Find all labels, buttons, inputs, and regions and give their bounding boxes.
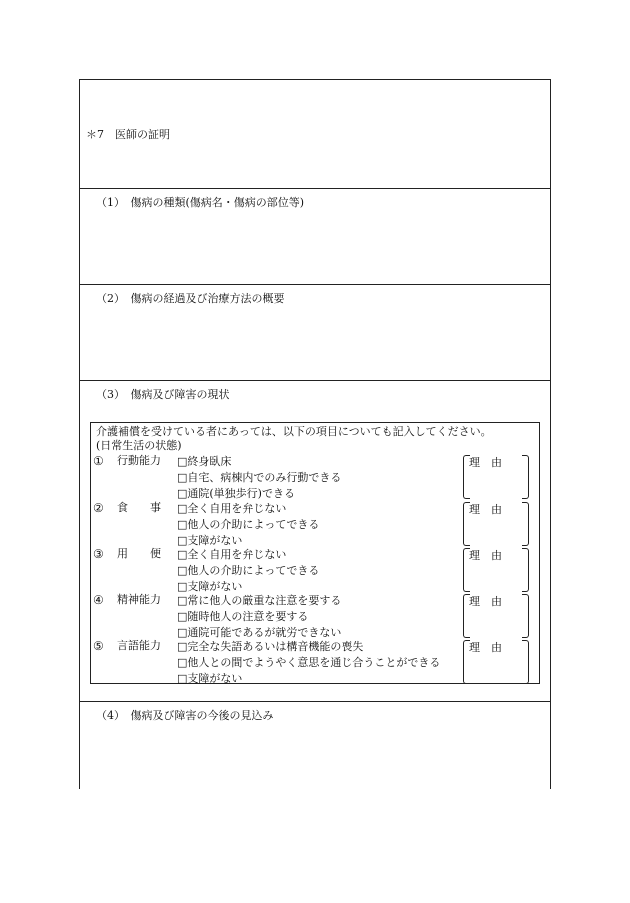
option-checkbox[interactable]: □通院(単独歩行)できる [177,487,295,500]
reason-label: 理 由 [469,549,502,562]
section7-title: ＊7 医師の証明 [86,128,170,141]
reason-field[interactable] [463,455,529,497]
option-checkbox[interactable]: □完全な失語あるいは構音機能の喪失 [177,640,364,653]
item-category: 言語能力 [117,639,161,652]
reason-field[interactable] [463,594,529,636]
reason-field[interactable] [463,640,529,682]
item-number: ④ [93,593,104,607]
option-checkbox[interactable]: □支障がない [177,534,243,547]
option-checkbox[interactable]: □他人の介助によってできる [177,518,320,531]
option-checkbox[interactable]: □全く自用を弁じない [177,548,287,561]
item-number: ③ [93,547,104,561]
option-checkbox[interactable]: □自宅、病棟内でのみ行動できる [177,471,342,484]
nursing-compensation-box [90,422,540,684]
option-checkbox[interactable]: □随時他人の注意を要する [177,610,309,623]
item-category: 食 事 [117,501,161,514]
reason-field[interactable] [463,502,529,544]
option-checkbox[interactable]: □他人の介助によってできる [177,564,320,577]
option-checkbox[interactable]: □他人との間でようやく意思を通じ合うことができる [177,656,441,669]
section1-label: （1） 傷病の種類(傷病名・傷病の部位等) [96,196,305,209]
option-checkbox[interactable]: □通院可能であるが就労できない [177,626,342,639]
item-category: 精神能力 [117,593,161,606]
item-number: ① [93,454,104,468]
reason-label: 理 由 [469,503,502,516]
divider [80,284,550,285]
option-checkbox[interactable]: □終身臥床 [177,455,232,468]
option-checkbox[interactable]: □全く自用を弁じない [177,502,287,515]
item-category: 行動能力 [117,454,161,467]
item-number: ⑤ [93,639,104,653]
option-checkbox[interactable]: □支障がない [177,580,243,593]
daily-life-subtitle: (日常生活の状態) [96,439,182,452]
section2-label: （2） 傷病の経過及び治療方法の概要 [96,292,285,305]
divider [80,380,550,381]
section4-label: （4） 傷病及び障害の今後の見込み [96,709,274,722]
reason-label: 理 由 [469,456,502,469]
divider [80,188,550,189]
nursing-note: 介護補償を受けている者にあっては、以下の項目についても記入してください。 [96,425,492,438]
certificate-form [79,79,551,789]
reason-field[interactable] [463,548,529,590]
item-category: 用 便 [117,547,161,560]
item-number: ② [93,501,104,515]
option-checkbox[interactable]: □支障がない [177,672,243,685]
reason-label: 理 由 [469,641,502,654]
option-checkbox[interactable]: □常に他人の厳重な注意を要する [177,594,342,607]
reason-label: 理 由 [469,595,502,608]
divider [80,701,550,702]
section3-label: （3） 傷病及び障害の現状 [96,388,230,401]
